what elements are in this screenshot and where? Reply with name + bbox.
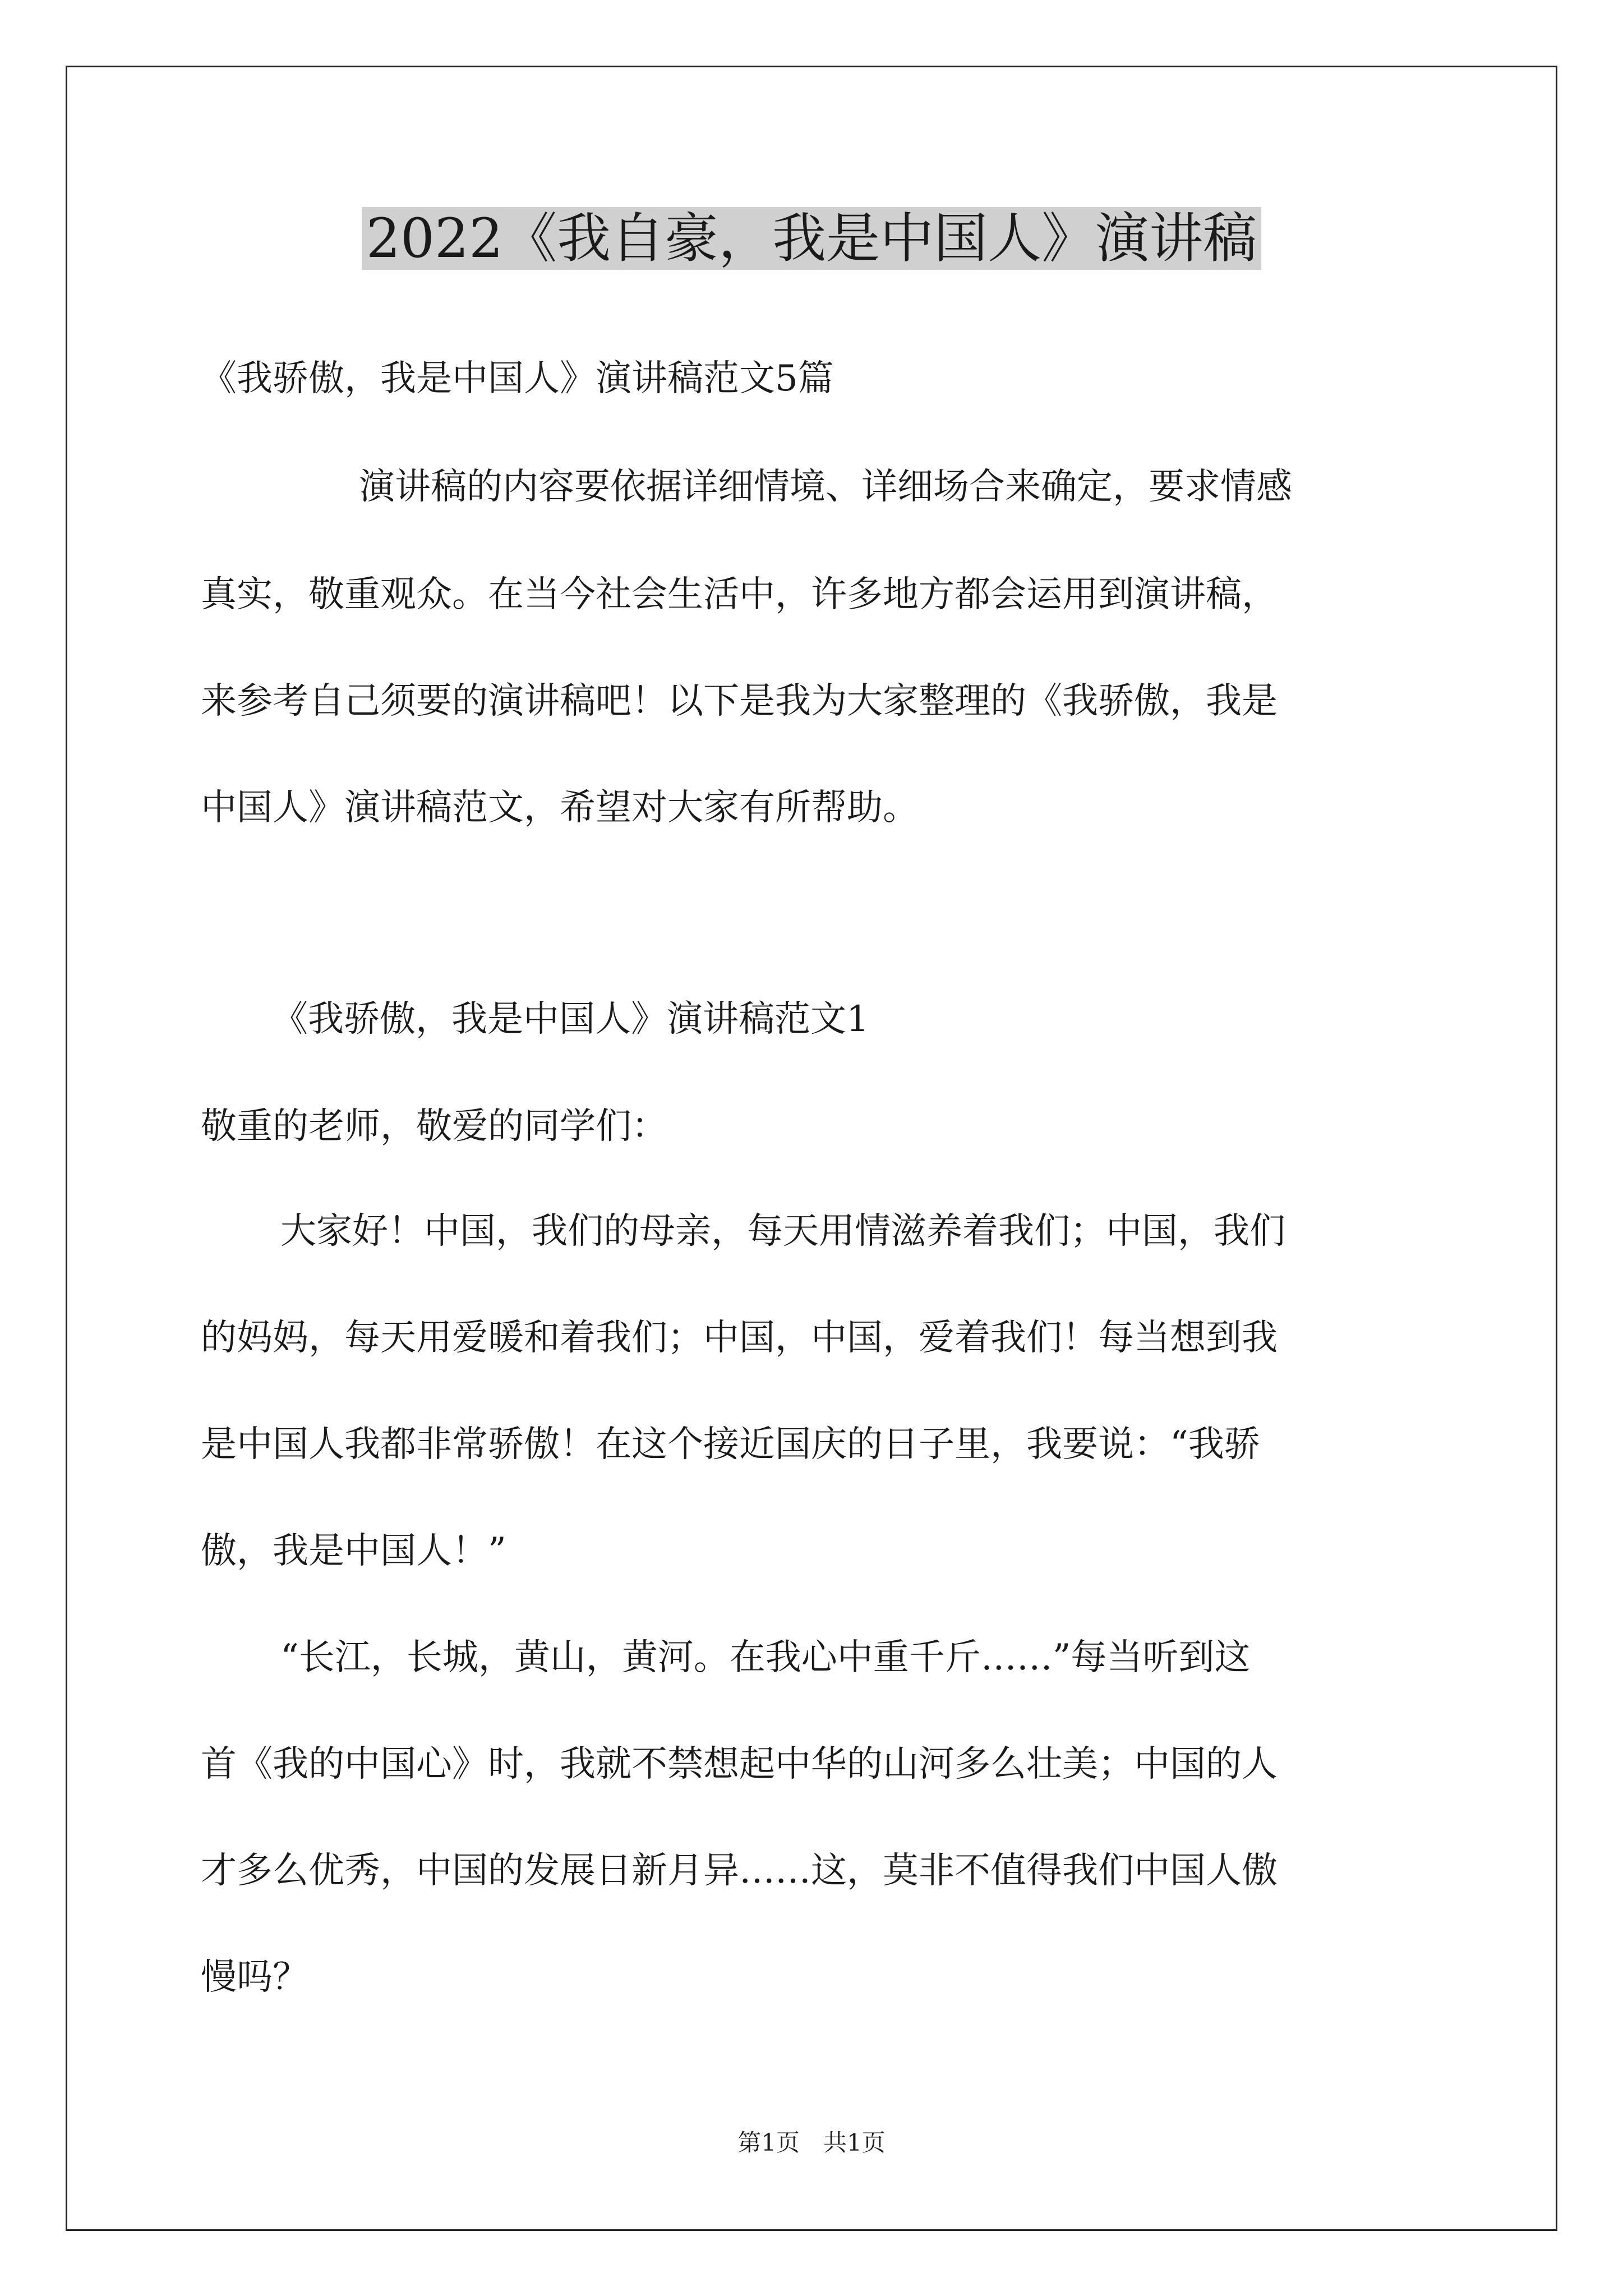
paragraph-line: 的妈妈，每天用爱暖和着我们；中国，中国，爱着我们！每当想到我 [201, 1317, 1278, 1359]
paragraph-line: 傲，我是中国人！” [201, 1530, 506, 1572]
page-footer: 第1页 共1页 [737, 2129, 886, 2156]
intro-line: 真实，敬重观众。在当今社会生活中，许多地方都会运用到演讲稿， [201, 574, 1278, 615]
paragraph-line: 是中国人我都非常骄傲！在这个接近国庆的日子里，我要说：“我骄 [201, 1424, 1260, 1465]
intro-line: 中国人》演讲稿范文，希望对大家有所帮助。 [201, 787, 919, 829]
salutation: 敬重的老师，敬爱的同学们： [201, 1106, 667, 1147]
paragraph-line: 首《我的中国心》时，我就不禁想起中华的山河多么壮美；中国的人 [201, 1743, 1278, 1785]
paragraph-line: 才多么优秀，中国的发展日新月异……这，莫非不值得我们中国人傲 [201, 1850, 1278, 1892]
document-title [0, 199, 1623, 278]
paragraph-line: 慢吗？ [201, 1957, 308, 1998]
document-subtitle: 《我骄傲，我是中国人》演讲稿范文5篇 [201, 358, 834, 399]
section-heading: 《我骄傲，我是中国人》演讲稿范文1 [272, 999, 869, 1040]
intro-line: 演讲稿的内容要依据详细情境、详细场合来确定，要求情感 [359, 466, 1292, 508]
intro-line: 来参考自己须要的演讲稿吧！以下是我为大家整理的《我骄傲，我是 [201, 680, 1278, 722]
paragraph-line: “长江，长城，黄山，黄河。在我心中重千斤……”每当听到这 [280, 1637, 1251, 1678]
paragraph-line: 大家好！中国，我们的母亲，每天用情滋养着我们；中国，我们 [280, 1211, 1285, 1252]
document-title-text: 2022《我自豪，我是中国人》演讲稿 [362, 207, 1261, 270]
